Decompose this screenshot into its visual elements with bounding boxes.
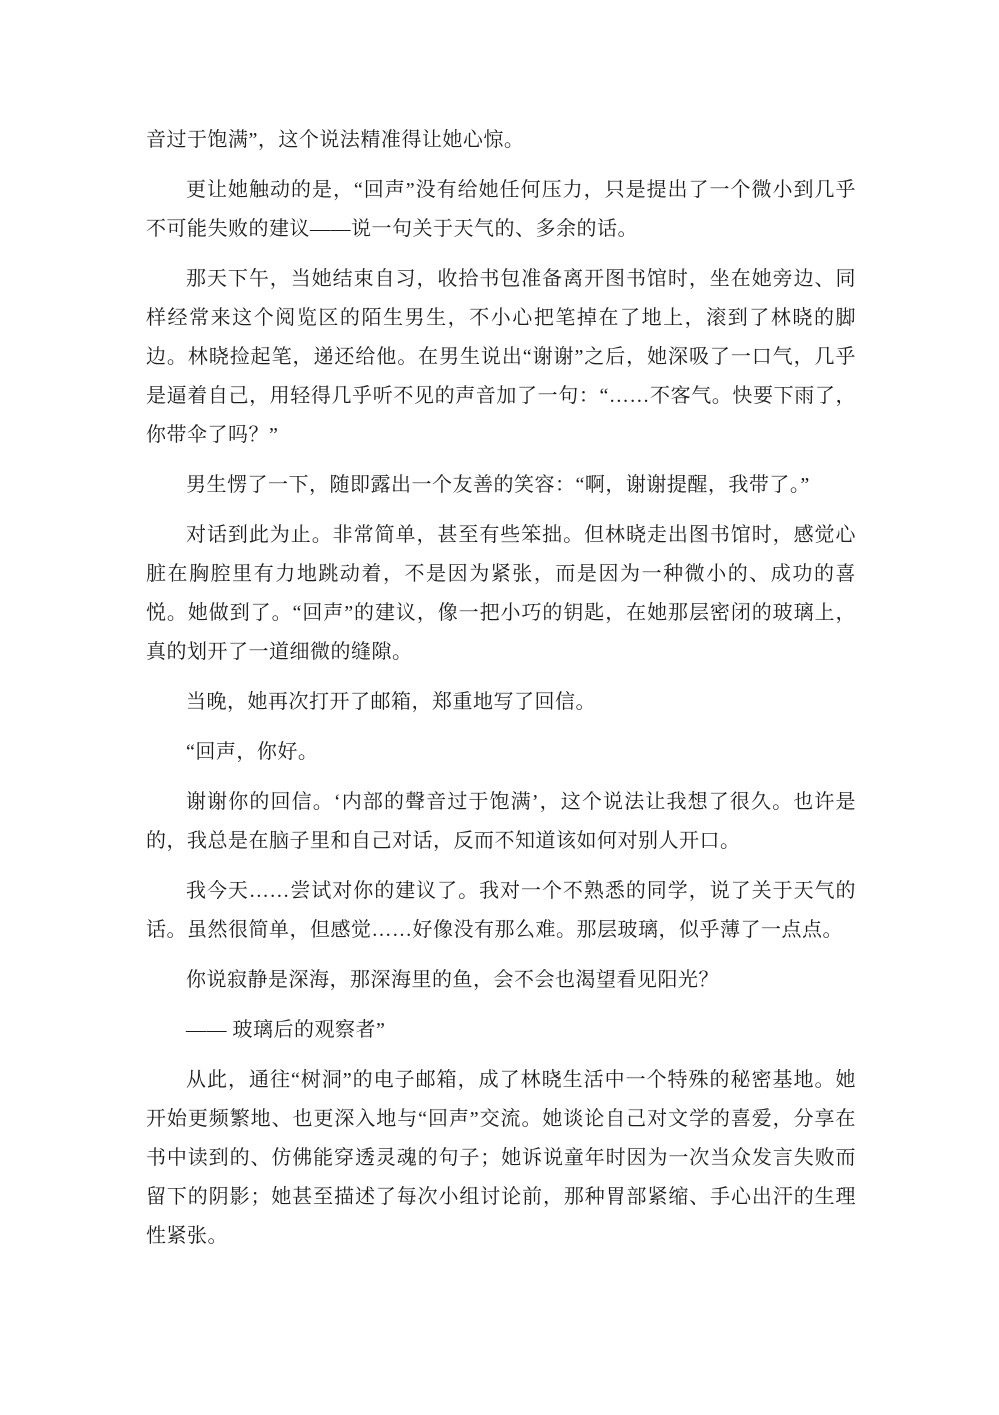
paragraph: 从此，通往“树洞”的电子邮箱，成了林晓生活中一个特殊的秘密基地。她开始更频繁地、也更深入地与“回声”交流。她谈论自己对文学的喜爱，分享在书中读到的、仿佛能穿透灵魂的句子；她诉说童年时因为一次当众发言失败而留下的阴影；她甚至描述了每次小组讨论前，那种胃部紧缩、手心出汗的生理性紧张。: [146, 1069, 856, 1247]
paragraph: 谢谢你的回信。‘内部的聲音过于饱满’，这个说法让我想了很久。也许是的，我总是在脑子里和自己对话，反而不知道该如何对别人开口。: [146, 791, 856, 852]
paragraph: 你说寂静是深海，那深海里的鱼，会不会也渴望看见阳光？: [186, 969, 719, 991]
paragraph: “回声，你好。: [186, 741, 319, 763]
paragraph: 那天下午，当她结束自习，收拾书包准备离开图书馆时，坐在她旁边、同样经常来这个阅览区的陌生男生，不小心把笔掉在了地上，滚到了林晓的脚边。林晓捡起笔，递还给他。在男生说出“谢谢”之后，她深吸了一口气，几乎是逼着自己，用轻得几乎听不见的声音加了一句：“……不客气。快要下雨了，你带伞了吗？”: [146, 268, 856, 446]
paragraph: 更让她触动的是，“回声”没有给她任何压力，只是提出了一个微小到几乎不可能失败的建议——说一句关于天气的、多余的话。: [146, 179, 856, 240]
paragraph: —— 玻璃后的观察者”: [186, 1019, 386, 1041]
paragraph: 当晚，她再次打开了邮箱，郑重地写了回信。: [186, 691, 596, 713]
paragraph: 音过于饱满”，这个说法精准得让她心惊。: [146, 129, 525, 151]
paragraph: 男生愣了一下，随即露出一个友善的笑容：“啊，谢谢提醒，我带了。”: [186, 474, 810, 496]
paragraph: 我今天……尝试对你的建议了。我对一个不熟悉的同学，说了关于天气的话。虽然很简单，但感觉……好像没有那么难。那层玻璃，似乎薄了一点点。: [146, 880, 856, 941]
paragraph: 对话到此为止。非常简单，甚至有些笨拙。但林晓走出图书馆时，感觉心脏在胸腔里有力地跳动着，不是因为紧张，而是因为一种微小的、成功的喜悦。她做到了。“回声”的建议，像一把小巧的钥匙，在她那层密闭的玻璃上，真的划开了一道细微的缝隙。: [146, 524, 856, 663]
document-body: [146, 121, 856, 1267]
